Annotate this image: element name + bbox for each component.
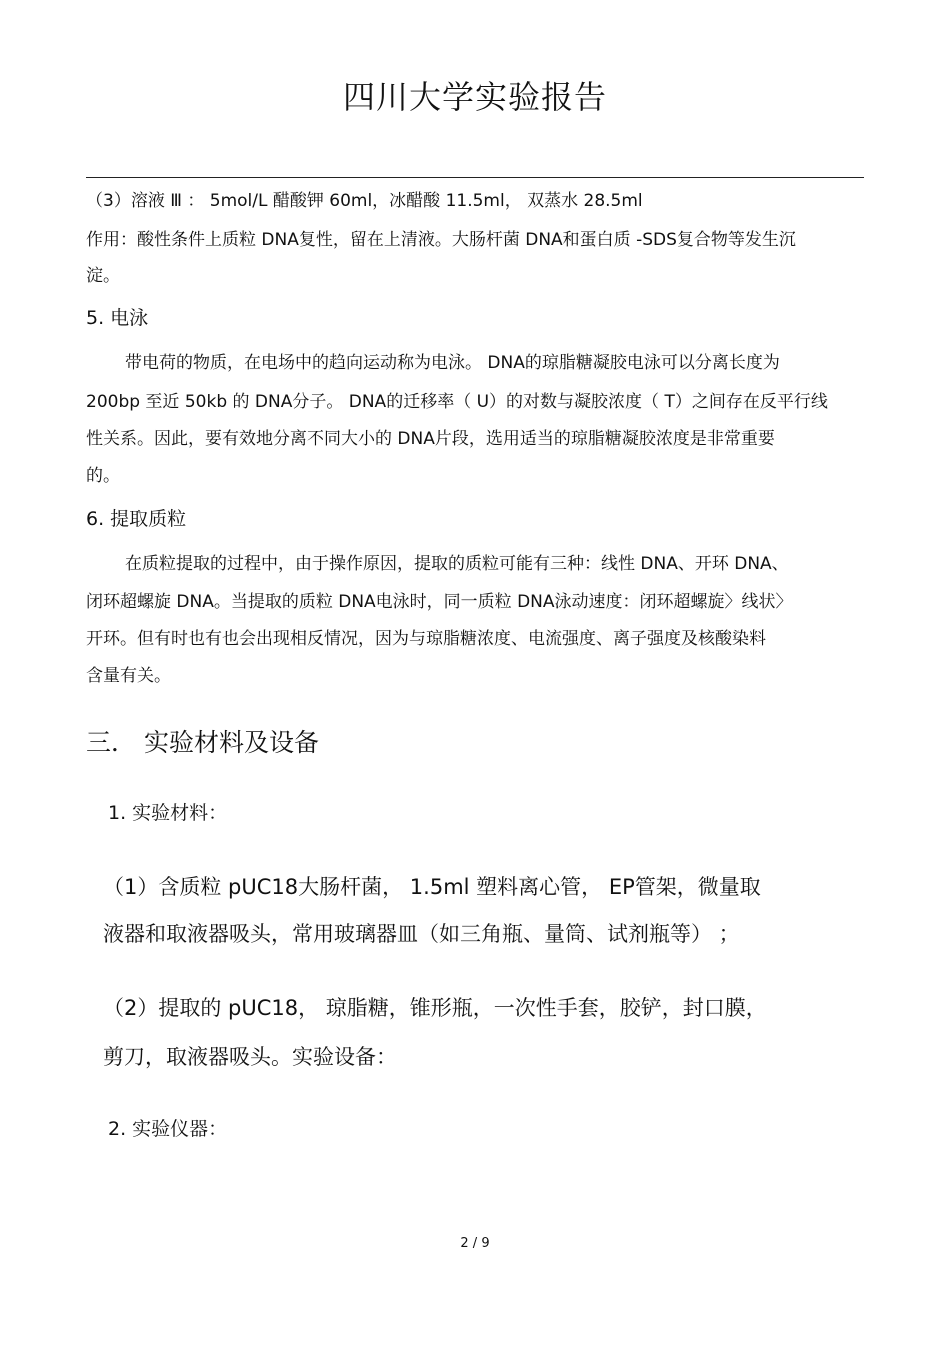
solution3-line: （3）溶液 Ⅲ ： 5mol/L 醋酸钾 60ml，冰醋酸 11.5ml， 双蒸水 28.5ml <box>86 191 643 211</box>
section-5-paragraph-line: 的。 <box>86 466 120 486</box>
section-5-paragraph-line: 带电荷的物质，在电场中的趋向运动称为电泳。 DNA的琼脂糖凝胶电泳可以分离长度为 <box>125 353 780 373</box>
materials-paragraph-1-line: 液器和取液器吸头，常用玻璃器皿（如三角瓶、量筒、试剂瓶等） ； <box>103 922 740 946</box>
solution3-effect-line-cont: 淀。 <box>86 266 120 286</box>
materials-paragraph-2-line: （2）提取的 pUC18， 琼脂糖，锥形瓶，一次性手套，胶铲，封口膜， <box>103 996 767 1020</box>
section-5-paragraph-line: 性关系。因此，要有效地分离不同大小的 DNA片段，选用适当的琼脂糖凝胶浓度是非常重要 <box>86 429 775 449</box>
instruments-item-heading: 2. 实验仪器： <box>108 1118 228 1140</box>
materials-item-heading: 1. 实验材料： <box>108 802 228 824</box>
section-6-paragraph-line: 闭环超螺旋 DNA。当提取的质粒 DNA电泳时，同一质粒 DNA泳动速度：闭环超螺旋〉线状〉 <box>86 592 793 612</box>
part-3-heading: 三． 实验材料及设备 <box>86 728 319 757</box>
section-6-paragraph-line: 含量有关。 <box>86 666 171 686</box>
section-6-paragraph-line: 开环。但有时也有也会出现相反情况，因为与琼脂糖浓度、电流强度、离子强度及核酸染料 <box>86 629 766 649</box>
page-title: 四川大学实验报告 <box>342 78 607 116</box>
section-6-heading: 6. 提取质粒 <box>86 508 187 530</box>
materials-paragraph-2-line: 剪刀，取液器吸头。实验设备： <box>103 1045 397 1069</box>
section-5-paragraph-line: 200bp 至近 50kb 的 DNA分子。 DNA的迁移率（ U）的对数与凝胶浓度（ T）之间存在反平行线 <box>86 392 828 412</box>
solution3-effect-line: 作用：酸性条件上质粒 DNA复性，留在上清液。大肠杆菌 DNA和蛋白质 -SDS复合物等发生沉 <box>86 230 796 250</box>
materials-paragraph-1-line: （1）含质粒 pUC18大肠杆菌， 1.5ml 塑料离心管， EP管架，微量取 <box>103 875 761 899</box>
page-number: 2 / 9 <box>460 1236 490 1251</box>
section-6-paragraph-line: 在质粒提取的过程中，由于操作原因，提取的质粒可能有三种：线性 DNA、开环 DNA、 <box>125 554 789 574</box>
header-divider <box>86 177 864 178</box>
section-5-heading: 5. 电泳 <box>86 307 149 329</box>
